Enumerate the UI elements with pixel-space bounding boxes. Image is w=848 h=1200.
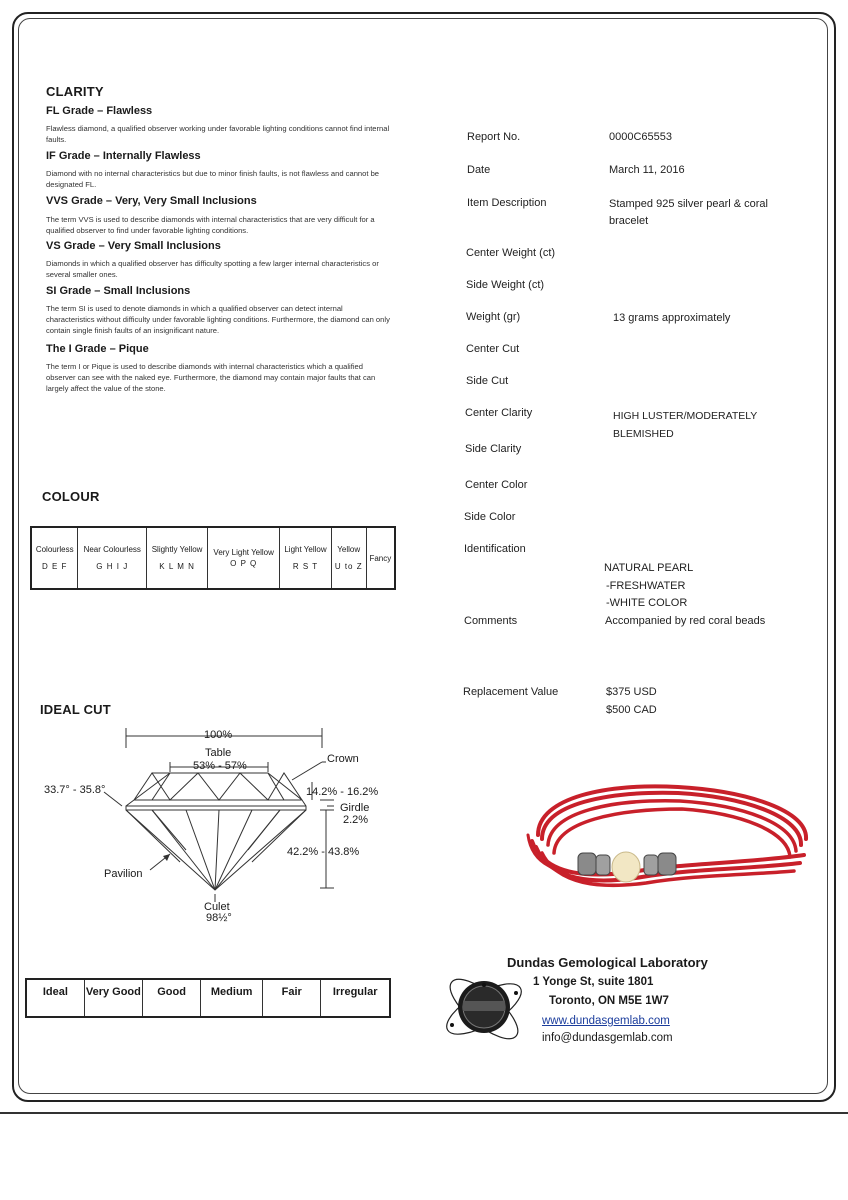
colour-cell [147,527,208,589]
clarity-grade-desc: The term I or Pique is used to describe diamonds with internal characteristics which a qualified observer can see with the naked eye. Furthermore, the diamond may contain major faults that can largely affect the value of the stone. [46,362,376,393]
clarity-grade-desc: Diamond with no internal characteristics but due to minor finish faults, is not flawless and cannot be designated FL. [46,169,380,189]
diagram-total-width: 100% [204,729,233,741]
lab-website-link[interactable]: www.dundasgemlab.com [542,1015,670,1027]
cut-grade-table [25,978,391,1018]
colour-code: D E F [41,562,68,571]
ideal-cut-title: IDEAL CUT [40,702,111,717]
colour-cell [331,527,366,589]
field-label-item-description: Item Description [467,197,547,209]
diagram-pavilion-label: Pavilion [104,868,143,880]
clarity-grade-title: VVS Grade – Very, Very Small Inclusions [46,195,257,207]
colour-name: Colourless [35,545,74,554]
field-value-comments: Accompanied by red coral beads [605,615,766,627]
colour-name: Yellow [337,545,361,554]
bottom-rule [0,1112,848,1114]
colour-name: Very Light Yellow [213,548,274,557]
diagram-girdle-pct: 2.2% [343,814,369,826]
colour-name: Slightly Yellow [151,545,203,554]
field-label-side-color: Side Color [464,511,516,523]
lab-address-line: 1 Yonge St, suite 1801 [533,976,654,988]
clarity-grade-title: VS Grade – Very Small Inclusions [46,240,221,252]
diagram-culet-pct: 98½° [206,912,232,924]
clarity-title: CLARITY [46,84,104,99]
colour-cell [31,527,78,589]
clarity-grade-desc: Flawless diamond, a qualified observer working under favorable lighting conditions cannot find internal faults. [46,124,390,144]
identification-line: NATURAL PEARL [604,562,694,574]
colour-cell [78,527,147,589]
field-value-item-description: Stamped 925 silver pearl & coral bracelet [609,198,768,227]
field-value-weight-gr: 13 grams approximately [613,312,731,324]
cut-grade-cell: Very Good [84,979,142,1017]
colour-cell [208,527,280,589]
bracelet-photo [518,775,818,905]
field-label-side-cut: Side Cut [466,375,509,387]
colour-cell [366,527,395,589]
cut-grade-cell: Good [143,979,201,1017]
colour-title: COLOUR [42,489,100,504]
colour-name: Fancy [369,553,392,563]
diagram-crown-angle: 33.7° - 35.8° [44,784,106,796]
colour-code: G H I J [96,562,129,571]
diagram-table-label: Table [205,747,232,759]
field-label-replacement-value: Replacement Value [463,686,559,698]
clarity-grade-desc: Diamonds in which a qualified observer has difficulty spotting a few larger internal characteristics or several smaller ones. [46,259,379,279]
pearl [612,852,640,882]
colour-code: O P Q [230,559,258,568]
silver-bead-right [644,853,676,875]
diagram-crown-height: 14.2% - 16.2% [306,786,379,798]
colour-name: Light Yellow [284,545,327,554]
field-label-date: Date [467,164,491,176]
clarity-grade-title: SI Grade – Small Inclusions [46,285,191,297]
lab-seal-logo [438,957,530,1057]
field-label-side-clarity: Side Clarity [465,443,522,455]
field-value-date: March 11, 2016 [609,164,685,176]
diagram-crown-label: Crown [327,753,359,765]
colour-code: K L M N [159,562,195,571]
clarity-grade-title: IF Grade – Internally Flawless [46,150,201,162]
field-label-center-weight: Center Weight (ct) [466,247,556,259]
cut-grade-cell: Ideal [26,979,84,1017]
diagram-girdle-label: Girdle [340,802,370,814]
clarity-grade-title: FL Grade – Flawless [46,105,153,117]
lab-email: info@dundasgemlab.com [542,1032,673,1044]
colour-name: Near Colourless [83,545,141,554]
field-label-report-no: Report No. [467,131,521,143]
field-value-center-clarity: HIGH LUSTER/MODERATELY BLEMISHED [613,410,758,440]
lab-address-line: Toronto, ON M5E 1W7 [549,995,669,1007]
diagram-table-range: 53% - 57% [193,760,247,772]
field-label-comments: Comments [464,615,518,627]
field-label-center-clarity: Center Clarity [465,407,533,419]
cut-grade-cell: Irregular [321,979,390,1017]
field-label-side-weight: Side Weight (ct) [466,279,545,291]
cut-grade-cell: Medium [201,979,263,1017]
colour-cell [280,527,331,589]
field-value-replacement-cad: $500 CAD [606,704,657,716]
silver-bead-left [578,853,610,875]
field-label-weight-gr: Weight (gr) [466,311,521,323]
diagram-pavilion-depth: 42.2% - 43.8% [287,846,360,858]
identification-line: -WHITE COLOR [606,597,688,609]
field-label-center-color: Center Color [465,479,528,491]
lab-name: Dundas Gemological Laboratory [507,955,708,970]
field-label-identification: Identification [464,543,526,555]
identification-line: -FRESHWATER [606,580,686,592]
field-value-replacement-usd: $375 USD [606,686,657,698]
clarity-grade-desc: The term SI is used to denote diamonds in which a qualified observer can detect internal characteristics without difficulty under favorable lighting conditions. Furthermore, the diamond can only contain single finish faults of an insignificant nature. [46,304,390,335]
diagram-culet-label: Culet [204,901,230,913]
colour-code: U to Z [334,562,363,571]
colour-code: R S T [292,562,319,571]
clarity-grade-desc: The term VVS is used to describe diamonds with internal characteristics that are very difficult for a qualified observer to find under favorable lighting conditions. [46,215,375,235]
colour-scale-table [30,526,396,590]
cut-grade-cell: Fair [263,979,321,1017]
field-value-report-no: 0000C65553 [609,131,673,143]
field-label-center-cut: Center Cut [466,343,520,355]
clarity-grade-title: The I Grade – Pique [46,343,149,355]
